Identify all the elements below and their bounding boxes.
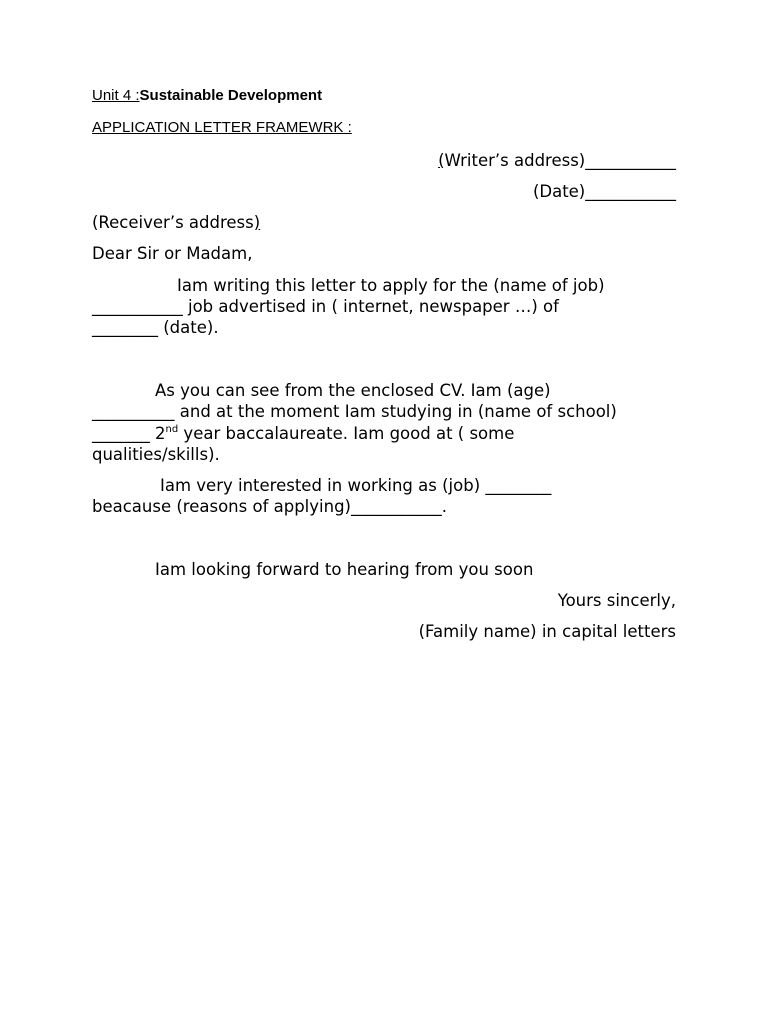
paragraph-2-line-2: __________ and at the moment Iam studying in (name of school) — [92, 402, 617, 421]
paragraph-2-line-3-end: year baccalaureate. Iam good at ( some — [178, 424, 515, 443]
ordinal-suffix: nd — [165, 424, 179, 435]
receiver-address: (Receiver’s address — [92, 213, 254, 232]
date-label: (Date) — [532, 182, 586, 201]
paragraph-2-line-4: qualities/skills). — [92, 445, 220, 464]
unit-number: Unit 4 : — [92, 87, 140, 104]
closing-line: Iam looking forward to hearing from you soon — [155, 560, 534, 579]
signature-line: (Family name) in capital letters — [418, 622, 676, 641]
receiver-close-paren: ) — [253, 213, 261, 232]
date-blank: ___________ — [585, 182, 676, 201]
paragraph-2-line-3-start: _______ 2 — [92, 424, 166, 443]
unit-heading — [92, 87, 322, 104]
paragraph-3-line-1: Iam very interested in working as (job) ________ — [160, 476, 552, 495]
framework-heading: APPLICATION LETTER FRAMEWRK : — [92, 119, 352, 136]
sign-off: Yours sincerly, — [557, 591, 676, 610]
paragraph-1-line-1: Iam writing this letter to apply for the (name of job) — [177, 276, 605, 295]
receiver-address-line — [92, 212, 260, 233]
paragraph-3-line-2: beacause (reasons of applying)___________. — [92, 497, 447, 516]
paragraph-1-line-3: ________ (date). — [92, 318, 219, 337]
writer-open-paren: ( — [438, 151, 445, 170]
paragraph-2-line-1: As you can see from the enclosed CV. Iam (age) — [155, 381, 551, 400]
paragraph-1-line-2: ___________ job advertised in ( internet, newspaper …) of — [92, 297, 559, 316]
date-line — [533, 181, 676, 202]
writer-address: Writer’s address) — [444, 151, 586, 170]
writer-address-line — [438, 150, 676, 171]
greeting: Dear Sir or Madam, — [92, 244, 253, 263]
unit-topic: Sustainable Development — [139, 87, 323, 104]
writer-address-blank: ___________ — [585, 151, 676, 170]
paragraph-2-line-3 — [92, 423, 514, 444]
